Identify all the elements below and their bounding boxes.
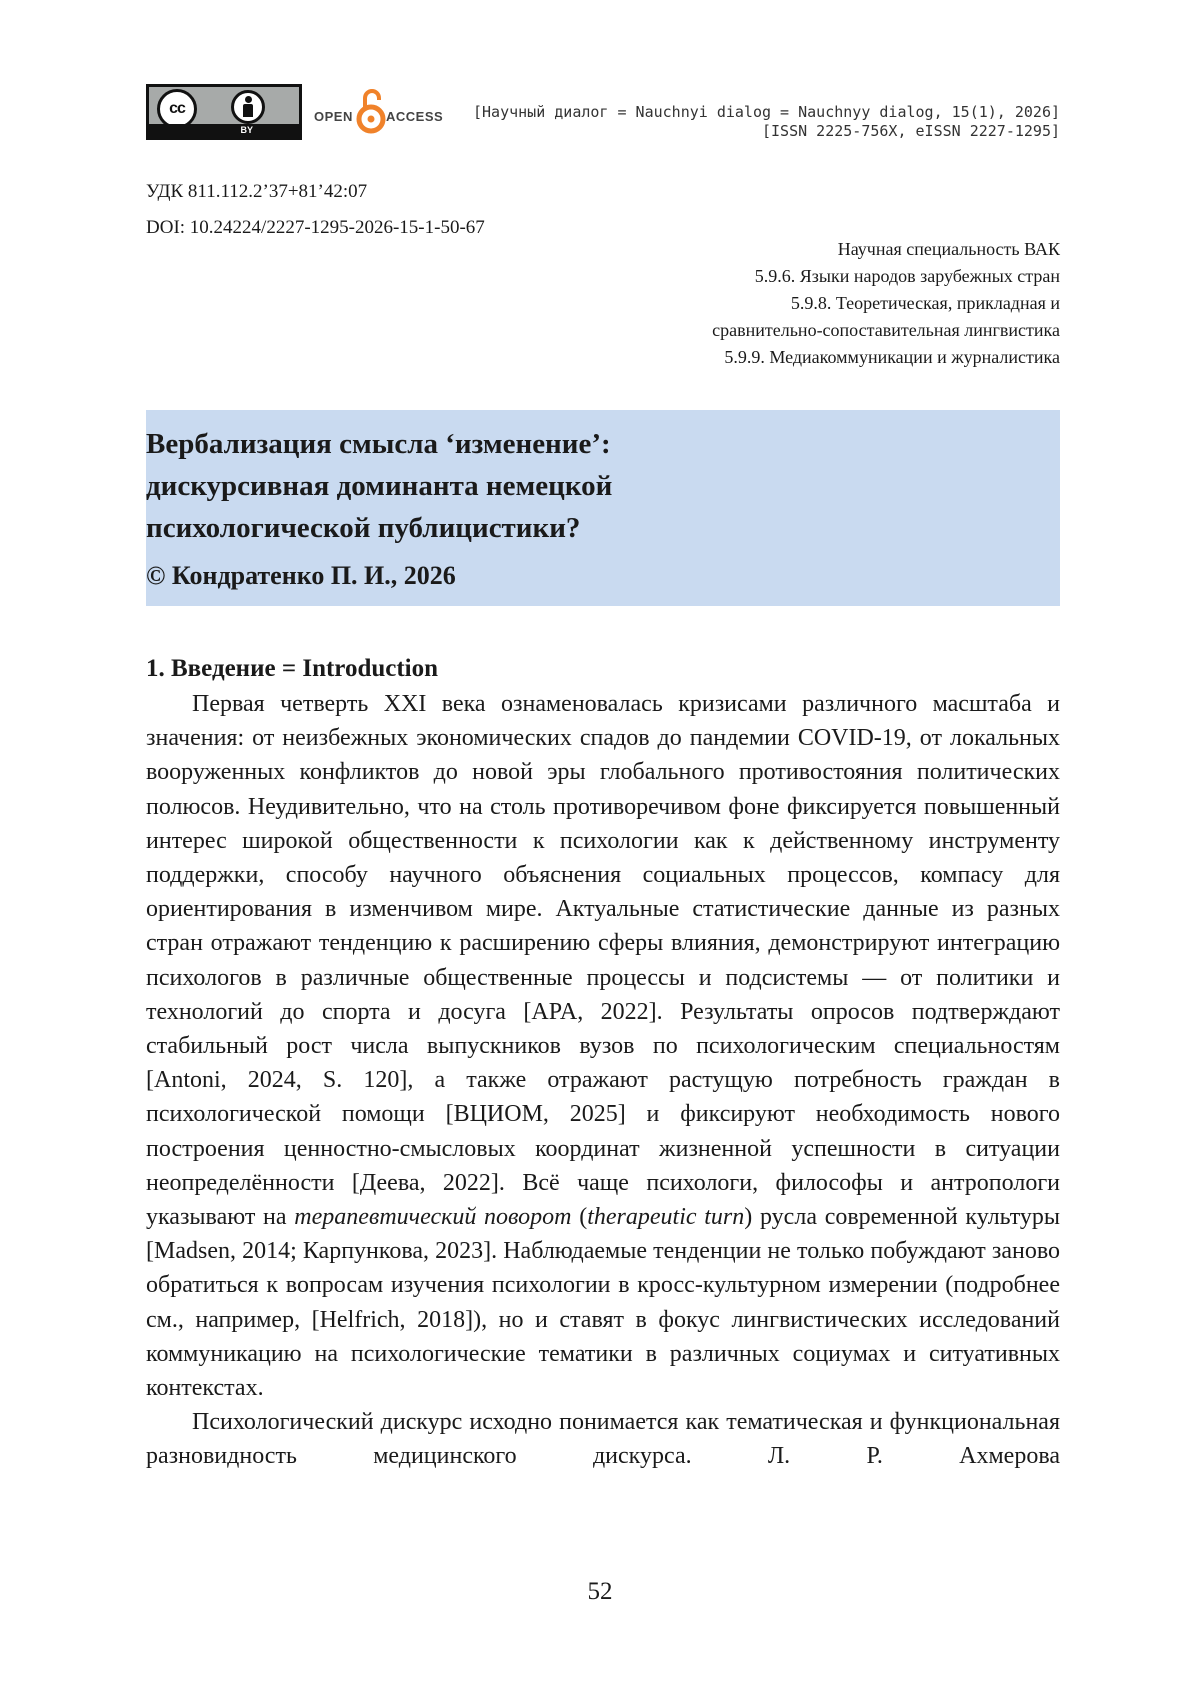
page-header — [146, 84, 1060, 142]
article-author: © Кондратенко П. И., 2026 — [146, 561, 456, 590]
paragraph: Психологический дискурс исходно понимается как тематическая и функциональная разновидность медицинского дискурса. Л. Р. Ахмерова — [146, 1409, 1060, 1470]
open-access-access-label: ACCESS — [386, 109, 444, 124]
license-type-label: BY — [149, 124, 299, 137]
open-lock-icon — [356, 86, 386, 136]
specialty-line: 5.9.6. Языки народов зарубежных стран — [754, 266, 1060, 286]
specialty-line: Научная специальность ВАК — [837, 239, 1060, 259]
open-access-open-label: OPEN — [314, 109, 353, 124]
paragraph: Первая четверть XXI века ознаменовалась кризисами различного масштаба и значения: от неизбежных экономических спадов до пандемии COVID-19, от локальных вооруженных конфликтов до новой эры глобального противостояния политических полюсов. Неудивительно, что на столь противоречивом фоне фиксируется повышенный интерес широкой общественности к психологии как к действенному инструменту поддержки, способу научного объяснения социальных процессов, компасу для ориентирования в изменчивом мире. Актуальные статистические данные из разных стран отражают тенденцию к расширению сферы влияния, демонстрируют интеграцию психологов в различные общественные процессы и подсистемы — от политики и технологий до спорта и досуга [APA, 2022]. Результаты опросов подтверждают стабильный рост числа выпускников вузов по психологическим специальностям [Antoni, 2024, S. 120], а также отражают растущую потребность граждан в психологической помощи [ВЦИОМ, 2025] и фиксируют необходимость нового построения ценностно-смысловых координат жизненной успешности в ситуации неопределённости [Деева, 2022]. Всё чаще психологи, философы и антропологи указывают на терапевтический поворот (therapeutic turn) русла современной культуры [Madsen, 2014; Карпункова, 2023]. Наблюдаемые тенденции не только побуждают заново обратиться к вопросам изучения психологии в кросс-культурном измерении (подробнее см., например, [Helfrich, 2018]), но и ставят в фокус лингвистических исследований коммуникацию на психологические тематики в различных социумах и ситуативных контекстах. — [146, 691, 1061, 1402]
specialty-line: 5.9.9. Медиакоммуникации и журналистика — [724, 347, 1060, 367]
article-body — [146, 687, 1060, 1474]
attribution-person-icon — [231, 90, 265, 124]
emphasis-term: терапевтический поворот — [294, 1204, 572, 1231]
cc-by-license-badge[interactable] — [146, 84, 302, 140]
doi-link[interactable]: DOI: 10.24224/2227-1295-2026-15-1-50-67 — [146, 217, 485, 238]
article-title: Вербализация смысла ‘изменение’: дискурсивная доминанта немецкой психологической публицистики? — [146, 428, 613, 544]
open-access-logo[interactable] — [314, 86, 464, 136]
title-block — [146, 410, 1060, 606]
udc-code: УДК 811.112.2’37+81’42:07 — [146, 181, 368, 202]
emphasis-term: therapeutic turn — [587, 1204, 745, 1231]
journal-citation: [Научный диалог = Nauchnyi dialog = Nauchnyy dialog, 15(1), 2026] — [473, 103, 1060, 121]
journal-issn: [ISSN 2225-756X, eISSN 2227-1295] — [761, 122, 1060, 140]
article-identifiers — [146, 174, 485, 246]
journal-reference — [473, 103, 1060, 141]
specialty-line: сравнительно-сопоставительная лингвистика — [712, 320, 1060, 340]
cc-icon: cc — [157, 89, 197, 129]
page-number: 52 — [587, 1578, 613, 1605]
section-heading: 1. Введение = Introduction — [146, 655, 439, 682]
vak-specialty — [712, 236, 1060, 371]
specialty-line: 5.9.8. Теоретическая, прикладная и — [790, 293, 1060, 313]
